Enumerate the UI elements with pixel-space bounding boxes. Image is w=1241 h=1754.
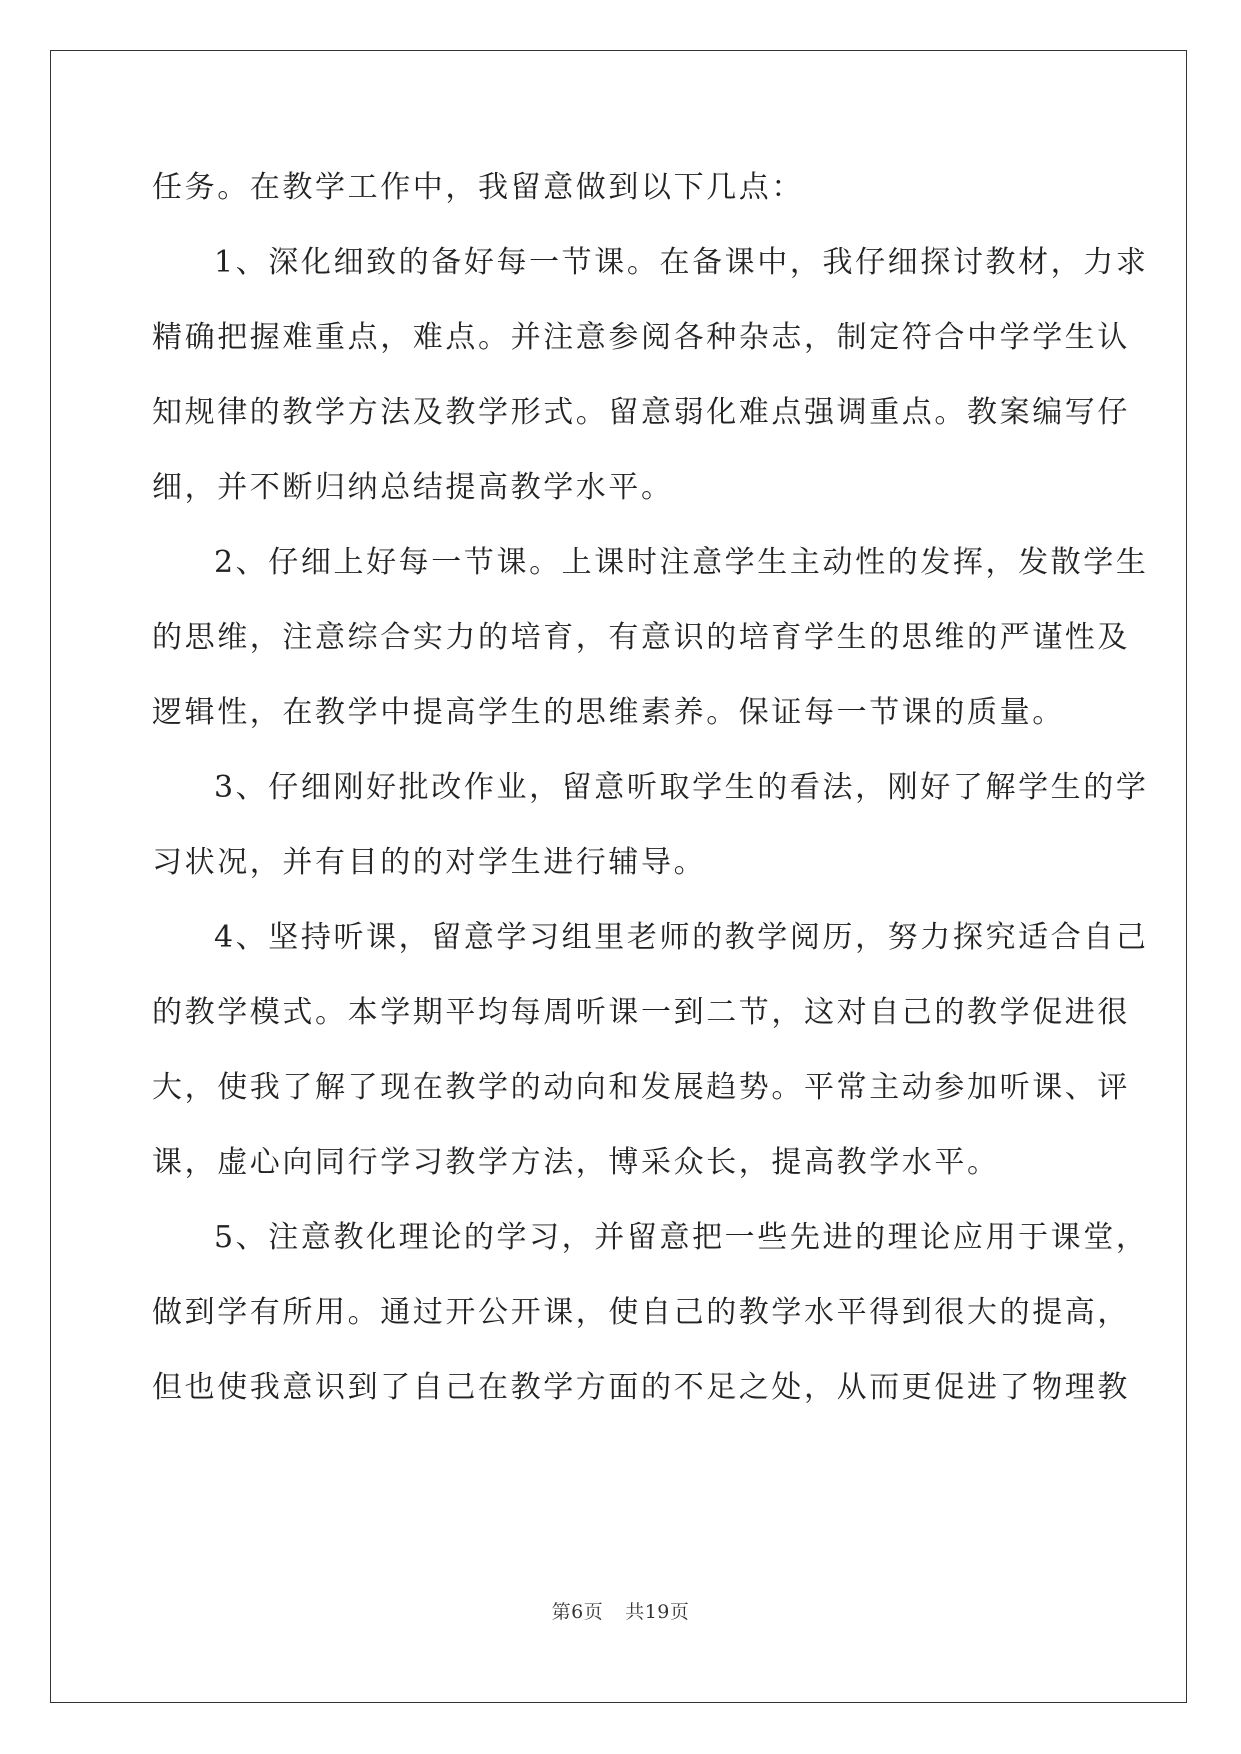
text-line: 的思维，注意综合实力的培育，有意识的培育学生的思维的严谨性及 bbox=[152, 620, 1130, 655]
text-line: 但也使我意识到了自己在教学方面的不足之处，从而更促进了物理教 bbox=[152, 1370, 1130, 1405]
text-line: 的教学模式。本学期平均每周听课一到二节，这对自己的教学促进很 bbox=[152, 995, 1130, 1030]
text-line: 3、仔细刚好批改作业，留意听取学生的看法，刚好了解学生的学 bbox=[214, 770, 1149, 805]
text-line: 2、仔细上好每一节课。上课时注意学生主动性的发挥，发散学生 bbox=[214, 545, 1149, 580]
text-line: 课，虚心向同行学习教学方法，博采众长，提高教学水平。 bbox=[152, 1145, 1000, 1180]
page-footer bbox=[0, 1597, 1241, 1624]
text-line: 做到学有所用。通过开公开课，使自己的教学水平得到很大的提高， bbox=[152, 1295, 1130, 1330]
text-line: 大，使我了解了现在教学的动向和发展趋势。平常主动参加听课、评 bbox=[152, 1070, 1130, 1105]
text-line: 精确把握难重点，难点。并注意参阅各种杂志，制定符合中学学生认 bbox=[152, 320, 1130, 355]
text-line: 1、深化细致的备好每一节课。在备课中，我仔细探讨教材，力求 bbox=[214, 245, 1149, 280]
text-line: 任务。在教学工作中，我留意做到以下几点： bbox=[152, 170, 804, 205]
text-line: 5、注意教化理论的学习，并留意把一些先进的理论应用于课堂， bbox=[214, 1220, 1149, 1255]
page-total: 共19页 bbox=[625, 1601, 690, 1623]
document-body bbox=[152, 150, 1149, 1425]
text-line: 知规律的教学方法及教学形式。留意弱化难点强调重点。教案编写仔 bbox=[152, 395, 1130, 430]
text-line: 逻辑性，在教学中提高学生的思维素养。保证每一节课的质量。 bbox=[152, 695, 1065, 730]
page-number: 第6页 bbox=[551, 1601, 604, 1623]
text-line: 4、坚持听课，留意学习组里老师的教学阅历，努力探究适合自己 bbox=[214, 920, 1149, 955]
text-line: 习状况，并有目的的对学生进行辅导。 bbox=[152, 845, 707, 880]
text-line: 细，并不断归纳总结提高教学水平。 bbox=[152, 470, 674, 505]
